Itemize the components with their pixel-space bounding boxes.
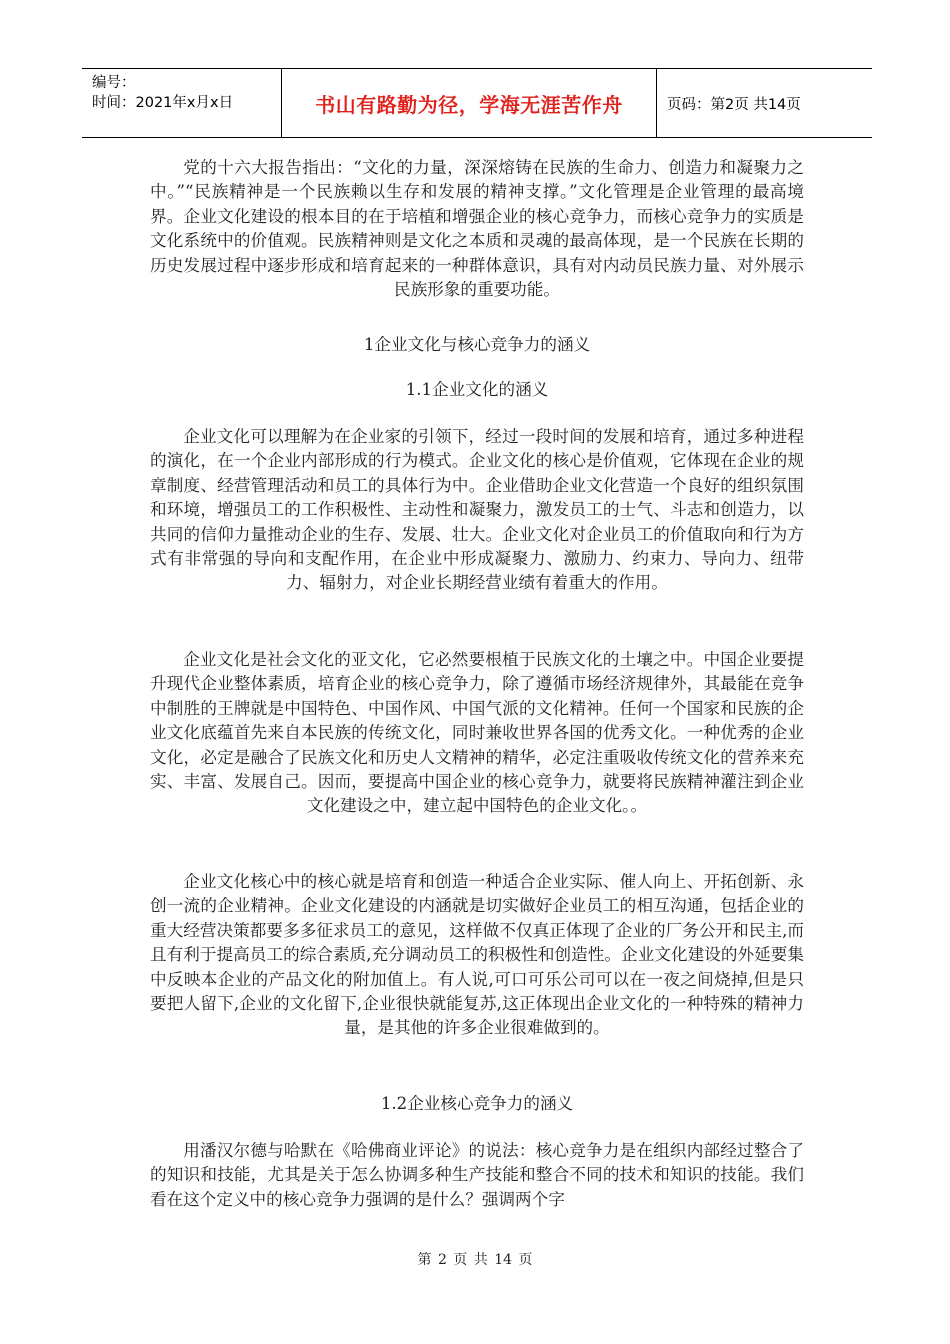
paragraph-subculture: 企业文化是社会文化的亚文化，它必然要根植于民族文化的土壤之中。中国企业要提升现代企业整体素质，培育企业的核心竞争力，除了遵循市场经济规律外，其最能在竞争中制胜的王牌就是中国特色、中国作风、中国气派的文化精神。任何一个国家和民族的企业文化底蕴首先来自本民族的传统文化，同时兼收世界各国的优秀文化。一种优秀的企业文化，必定是融合了民族文化和历史人文精神的精华，必定注重吸收传统文化的营养来充实、丰富、发展自己。因而，要提高中国企业的核心竞争力，就要将民族精神灌注到企业文化建设之中，建立起中国特色的企业文化。。 — [150, 650, 804, 816]
subsection-heading-1-1: 1.1企业文化的涵义 — [405, 380, 549, 399]
paragraph-core-competence: 用潘汉尔德与哈默在《哈佛商业评论》的说法：核心竞争力是在组织内部经过整合了的知识和技能，尤其是关于怎么协调多种生产技能和整合不同的技术和知识的技能。我们看在这个定义中的核心竞争力强调的是什么？强调两个字 — [150, 1141, 804, 1209]
document-body — [150, 156, 804, 302]
document-body-section-1-1c — [150, 870, 804, 1041]
page-footer: 第 2 页 共 14 页 — [417, 1252, 533, 1268]
paragraph-core-spirit: 企业文化核心中的核心就是培育和创造一种适合企业实际、催人向上、开拓创新、永创一流的企业精神。企业文化建设的内涵就是切实做好企业员工的相互沟通，包括企业的重大经营决策都要多多征求员工的意见，这样做不仅真正体现了企业的厂务公开和民主,而且有利于提高员工的综合素质,充分调动员工的积极性和创造性。企业文化建设的外延要集中反映本企业的产品文化的附加值上。有人说,可口可乐公司可以在一夜之间烧掉,但是只要把人留下,企业的文化留下,企业很快就能复苏,这正体现出企业文化的一种特殊的精神力量，是其他的许多企业很难做到的。 — [150, 872, 804, 1038]
document-header-table — [82, 68, 872, 138]
header-motto: 书山有路勤为径，学海无涯苦作舟 — [282, 69, 657, 137]
document-body-section-1-1 — [150, 425, 804, 596]
intro-paragraph: 党的十六大报告指出：“文化的力量，深深熔铸在民族的生命力、创造力和凝聚力之中。”“民族精神是一个民族赖以生存和发展的精神支撑。”文化管理是企业管理的最高境界。企业文化建设的根本目的在于培植和增强企业的核心竞争力，而核心竞争力的实质是文化系统中的价值观。民族精神则是文化之本质和灵魂的最高体现，是一个民族在长期的历史发展过程中逐步形成和培育起来的一种群体意识，具有对内动员民族力量、对外展示民族形象的重要功能。 — [150, 158, 804, 300]
document-body-section-1-2 — [150, 1139, 804, 1212]
document-date: 时间：2021年x月x日 — [92, 95, 234, 111]
header-meta-cell — [82, 69, 282, 137]
paragraph-corporate-culture-definition: 企业文化可以理解为在企业家的引领下，经过一段时间的发展和培育，通过多种进程的演化，在一个企业内部形成的行为模式。企业文化的核心是价值观，它体现在企业的规章制度、经营管理活动和员工的具体行为中。企业借助企业文化营造一个良好的组织氛围和环境，增强员工的工作积极性、主动性和凝聚力，激发员工的士气、斗志和创造力，以共同的信仰力量推动企业的生存、发展、壮大。企业文化对企业员工的价值取向和行为方式有非常强的导向和支配作用，在企业中形成凝聚力、激励力、约束力、导向力、纽带力、辐射力，对企业长期经营业绩有着重大的作用。 — [150, 427, 804, 593]
section-heading-1: 1企业文化与核心竞争力的涵义 — [363, 335, 591, 354]
document-number-label: 编号： — [92, 75, 136, 91]
document-body-section-1-1b — [150, 648, 804, 819]
subsection-heading-1-2: 1.2企业核心竞争力的涵义 — [380, 1094, 574, 1113]
header-page-info: 页码：第2页 共14页 — [667, 96, 801, 113]
